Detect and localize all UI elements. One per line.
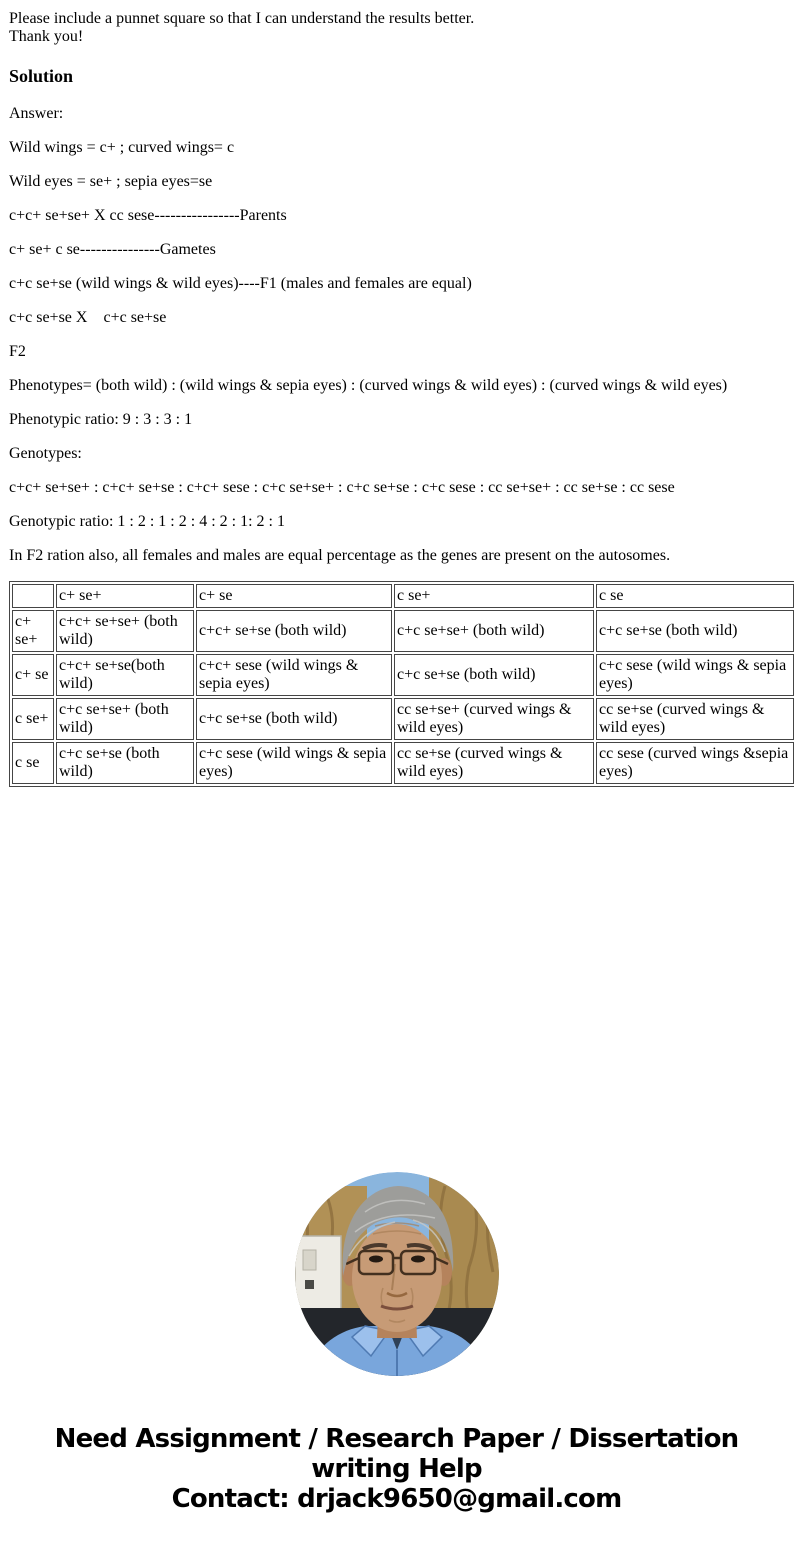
solution-heading: Solution [9, 66, 74, 86]
punnett-cell: c+c+ sese (wild wings & sepia eyes) [196, 654, 392, 696]
punnett-row [12, 654, 794, 696]
genotypes-list: c+c+ se+se+ : c+c+ se+se : c+c+ sese : c+c se+se+ : c+c se+se : c+c sese : cc se+se+ : cc se+se : cc sese [9, 479, 675, 496]
punnett-cell: c+c se+se (both wild) [596, 610, 794, 652]
punnett-row [12, 742, 794, 784]
punnett-col-header: c se [596, 584, 794, 608]
punnett-row [12, 698, 794, 740]
punnett-square-table [9, 581, 794, 787]
phenotypes-line: Phenotypes= (both wild) : (wild wings & sepia eyes) : (curved wings & wild eyes) : (curved wings & wild eyes) [9, 377, 728, 394]
f2-label: F2 [9, 343, 26, 360]
punnett-cell: c+c sese (wild wings & sepia eyes) [596, 654, 794, 696]
gametes: c+ se+ c se---------------Gametes [9, 241, 216, 258]
punnett-cell: c+c se+se (both wild) [56, 742, 194, 784]
photo-eye-left [369, 1256, 383, 1263]
intro-line-2: Thank you! [9, 28, 84, 45]
punnett-cell: cc se+se+ (curved wings & wild eyes) [394, 698, 594, 740]
footer-contact-email: Contact: drjack9650@gmail.com [171, 1484, 622, 1514]
punnett-col-header: c+ se+ [56, 584, 194, 608]
intro-line-1: Please include a punnet square so that I can understand the results better. [9, 10, 475, 27]
wild-eyes-definition: Wild eyes = se+ ; sepia eyes=se [9, 173, 213, 190]
punnett-col-header: c se+ [394, 584, 594, 608]
punnett-cell: cc sese (curved wings &sepia eyes) [596, 742, 794, 784]
f1-cross: c+c se+se X c+c se+se [9, 309, 167, 326]
genotypic-ratio: Genotypic ratio: 1 : 2 : 1 : 2 : 4 : 2 : 1: 2 : 1 [9, 513, 285, 530]
punnett-cell: c+c+ se+se (both wild) [196, 610, 392, 652]
punnett-corner-cell [12, 584, 54, 608]
punnett-row-header: c+ se [12, 654, 54, 696]
punnett-row [12, 610, 794, 652]
f2-ratio-note: In F2 ration also, all females and males are equal percentage as the genes are present on the autosomes. [9, 547, 671, 564]
punnett-cell: cc se+se (curved wings & wild eyes) [394, 742, 594, 784]
punnett-cell: c+c se+se (both wild) [196, 698, 392, 740]
wild-wings-definition: Wild wings = c+ ; curved wings= c [9, 139, 235, 156]
footer-ad [16, 1424, 778, 1514]
photo-eye-right [411, 1256, 425, 1263]
photo-face [352, 1224, 442, 1332]
punnett-cell: c+c+ se+se+ (both wild) [56, 610, 194, 652]
f1-result: c+c se+se (wild wings & wild eyes)----F1 (males and females are equal) [9, 275, 472, 292]
punnett-cell: c+c se+se (both wild) [394, 654, 594, 696]
punnett-cell: c+c se+se+ (both wild) [56, 698, 194, 740]
footer-help-text: Need Assignment / Research Paper / Dissertation writing Help [54, 1424, 739, 1484]
punnett-row-header: c se [12, 742, 54, 784]
punnett-header-row [12, 584, 794, 608]
punnett-cell: c+c se+se+ (both wild) [394, 610, 594, 652]
phenotypic-ratio: Phenotypic ratio: 9 : 3 : 3 : 1 [9, 411, 193, 428]
punnett-row-header: c+ se+ [12, 610, 54, 652]
punnett-cell: cc se+se (curved wings & wild eyes) [596, 698, 794, 740]
genotypes-label: Genotypes: [9, 445, 82, 462]
punnett-cell: c+c+ se+se(both wild) [56, 654, 194, 696]
intro-paragraph [9, 10, 784, 46]
instructor-photo [295, 1172, 499, 1376]
parents-cross: c+c+ se+se+ X cc sese----------------Parents [9, 207, 287, 224]
punnett-row-header: c se+ [12, 698, 54, 740]
punnett-cell: c+c sese (wild wings & sepia eyes) [196, 742, 392, 784]
punnett-col-header: c+ se [196, 584, 392, 608]
answer-label: Answer: [9, 105, 64, 122]
instructor-photo-svg [295, 1172, 499, 1376]
